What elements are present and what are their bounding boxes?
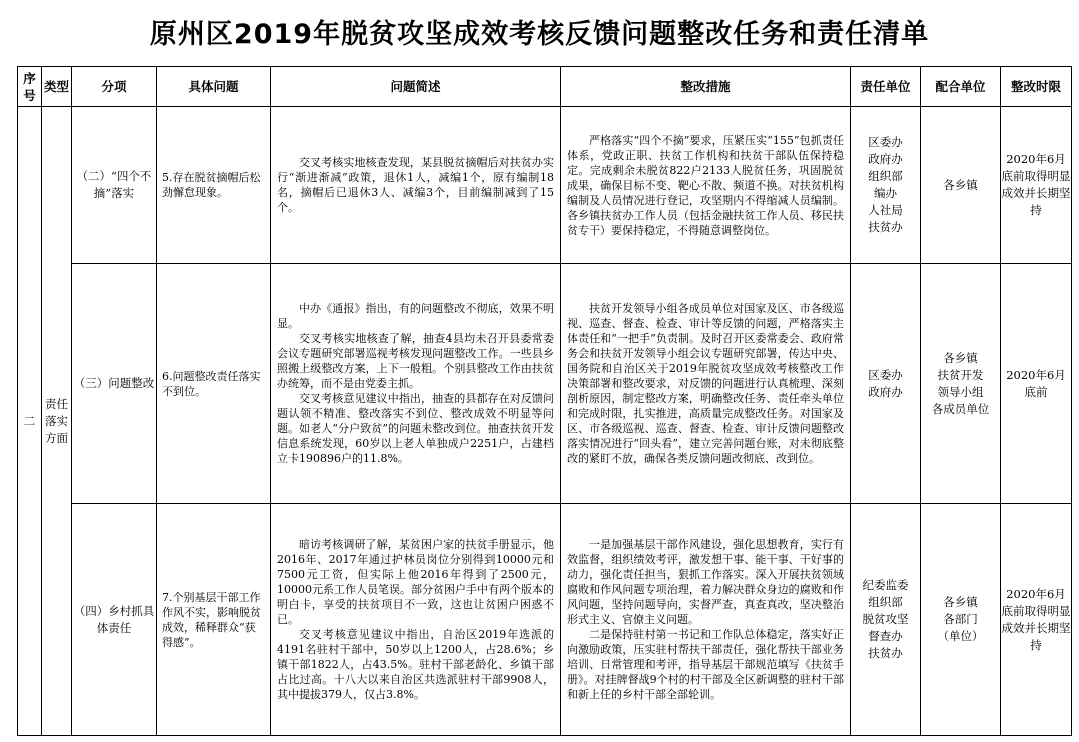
desc-para: 交叉考核实地核查发现，某县脱贫摘帽后对扶贫办实行“渐进渐减”政策，退休1人，减编1个，原有编制18名，摘帽后已退休3人、减编3个，目前编制减到了15个。 — [277, 156, 554, 214]
row-resp: 区委办 政府办 组织部 编办 人社局 扶贫办 — [851, 107, 921, 264]
row-issue: 5.存在脱贫摘帽后松劲懈怠现象。 — [157, 107, 271, 264]
header-sub: 分项 — [72, 67, 157, 107]
desc-para: 交叉考核实地核查了解，抽查4县均未召开县委常委会议专题研究部署巡视考核发现问题整改工作。一些县乡照搬上级整改方案，上下一般粗。个别县整改工作由扶贫办统筹，而不是由党委主抓。 — [277, 332, 554, 390]
row-sub: （三）问题整改 — [72, 264, 157, 504]
row-desc — [271, 264, 561, 504]
header-deadline: 整改时限 — [1001, 67, 1072, 107]
row-desc — [271, 107, 561, 264]
row-coop: 各乡镇 — [921, 107, 1001, 264]
group-type: 责任落实方面 — [42, 107, 72, 736]
task-table — [17, 66, 1072, 736]
desc-para: 交叉考核意见建议中指出，抽查的县都存在对反馈问题认领不精准、整改落实不到位、整改成效不明显等问题。如老人“分户致贫”的问题未整改到位。抽查扶贫开发信息系统发现，60岁以上老人单独成户2251户，占建档立卡190896户的11.8%。 — [277, 392, 554, 465]
row-issue: 6.问题整改责任落实不到位。 — [157, 264, 271, 504]
row-resp: 纪委监委 组织部 脱贫攻坚 督查办 扶贫办 — [851, 504, 921, 736]
header-measures: 整改措施 — [561, 67, 851, 107]
row-deadline: 2020年6月底前取得明显成效并长期坚持 — [1001, 107, 1072, 264]
table-row — [18, 264, 1072, 504]
row-deadline: 2020年6月底前取得明显成效并长期坚持 — [1001, 504, 1072, 736]
row-sub: （四）乡村抓具体责任 — [72, 504, 157, 736]
row-measures — [561, 264, 851, 504]
measures-para: 二是保持驻村第一书记和工作队总体稳定，落实好正向激励政策，压实驻村帮扶干部责任，强化帮扶干部业务培训、日常管理和考评，指导基层干部规范填写《扶贫手册》。对挂牌督战9个村的村干部及全区新调整的驻村干部和新上任的乡村干部全部轮训。 — [567, 628, 844, 701]
table-row — [18, 107, 1072, 264]
header-issue: 具体问题 — [157, 67, 271, 107]
row-issue: 7.个别基层干部工作作风不实，影响脱贫成效，稀释群众“获得感”。 — [157, 504, 271, 736]
row-measures — [561, 107, 851, 264]
row-measures — [561, 504, 851, 736]
header-type: 类型 — [42, 67, 72, 107]
row-desc — [271, 504, 561, 736]
measures-para: 严格落实“四个不摘”要求，压紧压实“155”包抓责任体系，党政正职、扶贫工作机构和扶贫干部队伍保持稳定。完成剩余未脱贫822户2133人脱贫任务，巩固脱贫成果，确保目标不变、靶心不散、频道不换。对扶贫机构编制及人员情况进行登记，攻坚期内不得缩减人员编制。各乡镇扶贫办工作人员（包括金融扶贫工作人员、移民扶贫专干）要保持稳定，不得随意调整岗位。 — [567, 133, 844, 237]
row-resp: 区委办 政府办 — [851, 264, 921, 504]
table-row — [18, 504, 1072, 736]
header-row — [18, 67, 1072, 107]
row-deadline: 2020年6月底前 — [1001, 264, 1072, 504]
header-coop: 配合单位 — [921, 67, 1001, 107]
header-desc: 问题简述 — [271, 67, 561, 107]
desc-para: 交叉考核意见建议中指出，自治区2019年选派的4191名驻村干部中，50岁以上1200人，占28.6%；乡镇干部1822人，占43.5%。驻村干部老龄化、乡镇干部占比过高。十八大以来自治区共选派驻村干部9908人，其中提拔379人，仅占3.8%。 — [277, 628, 554, 701]
row-coop: 各乡镇 扶贫开发 领导小组 各成员单位 — [921, 264, 1001, 504]
measures-para: 一是加强基层干部作风建设，强化思想教育，实行有效监督，组织绩效考评，激发想干事、能干事、干好事的动力，强化责任担当，狠抓工作落实。深入开展扶贫领域腐败和作风问题专项治理，着力解决群众身边的腐败和作风问题，坚持问题导向，实督严查，真查真改，坚决整治形式主义、官僚主义问题。 — [567, 538, 844, 626]
desc-para: 中办《通报》指出，有的问题整改不彻底，效果不明显。 — [277, 302, 554, 330]
desc-para: 暗访考核调研了解，某贫困户家的扶贫手册显示，他2016年、2017年通过护林员岗位分别得到10000元和7500元工资，但实际上他2016年得到了2500元，10000元系工作人员笔误。部分贫困户手中有两个版本的明白卡，享受的扶贫项目不一致，这也让贫困户困惑不已。 — [277, 538, 554, 626]
group-no: 二 — [18, 107, 42, 736]
header-no: 序号 — [18, 67, 42, 107]
page-title: 原州区2019年脱贫攻坚成效考核反馈问题整改任务和责任清单 — [149, 19, 930, 50]
row-coop: 各乡镇 各部门 （单位） — [921, 504, 1001, 736]
header-resp: 责任单位 — [851, 67, 921, 107]
row-sub: （二）“四个不摘”落实 — [72, 107, 157, 264]
measures-para: 扶贫开发领导小组各成员单位对国家及区、市各级巡视、巡查、督查、检查、审计等反馈的问题，严格落实主体责任和“一把手”负责制。及时召开区委常委会、政府常务会和扶贫开发领导小组会议专题研究部署，传达中央、国务院和自治区关于2019年脱贫攻坚成效考核整改工作决策部署和整改要求，对反馈的问题进行认真梳理、深刻剖析原因，制定整改方案，明确整改任务、责任牵头单位和完成时限，扎实推进，高质量完成整改任务。对国家及区、市各级巡视、巡查、督查、检查、审计反馈问题整改落实情况进行“回头看”，建立完善问题台账，对未彻底整改的紧盯不放，确保各类反馈问题改彻底、改到位。 — [567, 302, 844, 465]
